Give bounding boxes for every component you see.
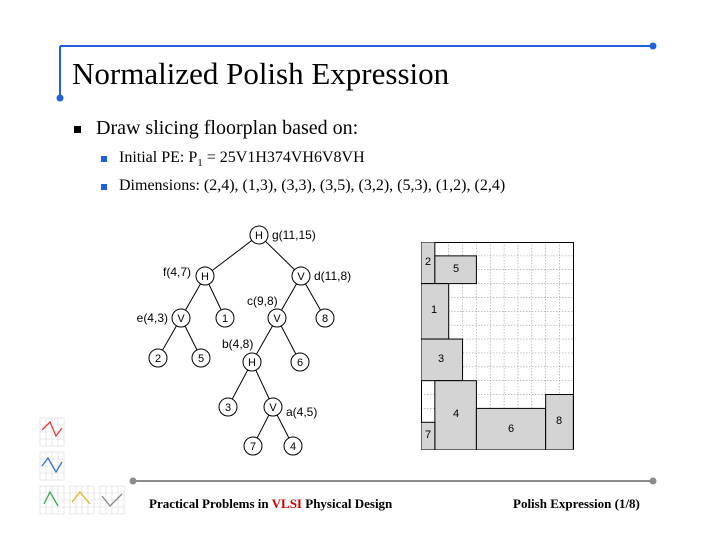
node-label-2: 2: [154, 353, 162, 365]
annotation-e: e(4,3): [136, 311, 168, 325]
node-label-a: V: [269, 402, 277, 414]
dimensions-text: Dimensions: (2,4), (1,3), (3,3), (3,5), (3,2), (5,3), (1,2), (2,4): [119, 177, 506, 194]
footer-divider: [0, 475, 720, 487]
annotation-g: g(11,15): [272, 228, 316, 242]
grid-logo-icon: [38, 416, 130, 518]
node-label-1: 1: [221, 313, 229, 325]
block-label-3: 3: [437, 353, 445, 365]
footer-course-title: [149, 496, 392, 512]
node-label-c: V: [273, 313, 281, 325]
footer-vlsi-highlight: VLSI: [271, 496, 302, 511]
block-label-6: 6: [507, 423, 515, 435]
node-label-6: 6: [296, 357, 304, 369]
annotation-b: b(4,8): [222, 337, 254, 351]
block-label-7: 7: [424, 429, 432, 441]
node-label-e: V: [177, 313, 185, 325]
block-label-8: 8: [555, 415, 563, 427]
annotation-a: a(4,5): [286, 405, 318, 419]
annotation-f: f(4,7): [162, 265, 191, 279]
slide-title: Normalized Polish Expression: [72, 56, 450, 91]
node-label-4: 4: [289, 441, 297, 453]
initial-pe-subscript: 1: [197, 157, 203, 170]
block-label-2: 2: [424, 256, 432, 268]
initial-pe-prefix: Initial PE: P: [119, 149, 198, 166]
block-label-1: 1: [430, 304, 438, 316]
initial-pe-suffix: = 25V1H374VH6V8VH: [202, 149, 365, 166]
footer-prefix: Practical Problems in: [149, 496, 272, 511]
block-label-4: 4: [452, 408, 460, 420]
floorplan: [421, 242, 575, 450]
node-label-b: H: [248, 357, 256, 369]
main-bullet-text: Draw slicing floorplan based on:: [96, 117, 359, 139]
node-label-g: H: [255, 230, 263, 242]
annotation-d: d(11,8): [314, 269, 352, 283]
annotation-c: c(9,8): [247, 294, 278, 308]
node-label-5: 5: [197, 353, 205, 365]
footer-suffix: Physical Design: [302, 496, 393, 511]
node-label-d: V: [297, 271, 305, 283]
footer-section-page: Polish Expression (1/8): [513, 496, 640, 511]
node-label-7: 7: [249, 441, 257, 453]
node-label-f: H: [201, 271, 209, 283]
block-label-5: 5: [452, 263, 460, 275]
node-label-8: 8: [321, 313, 329, 325]
node-label-3: 3: [224, 402, 232, 414]
